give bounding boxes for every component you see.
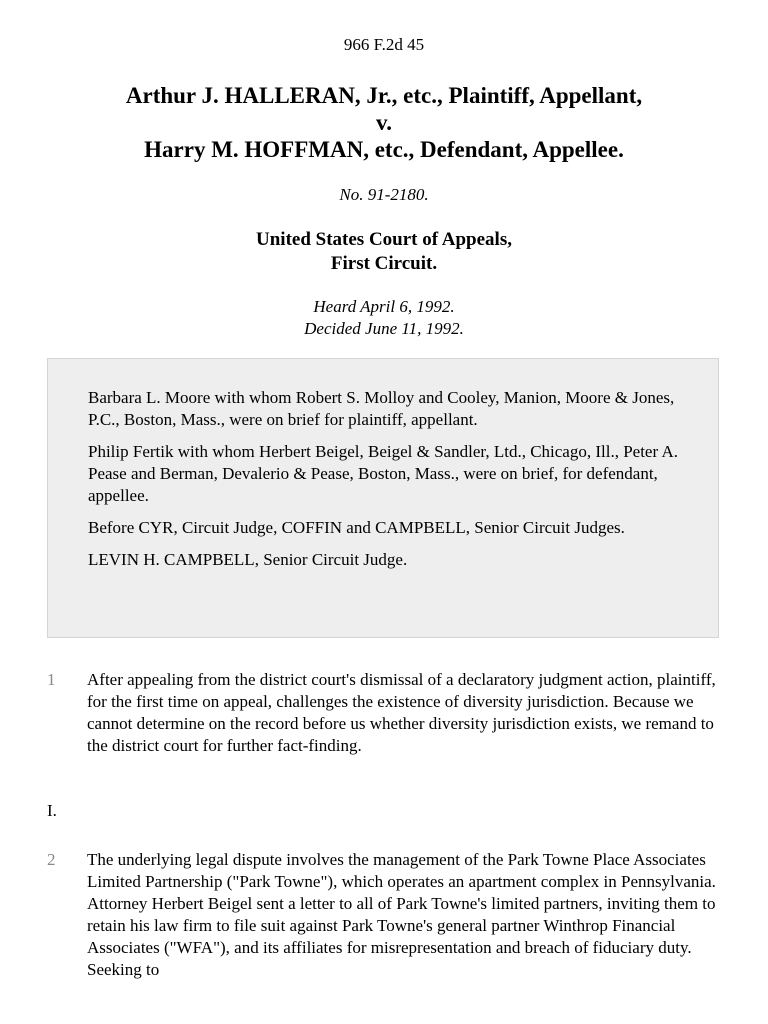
court-name-line1: United States Court of Appeals,: [256, 229, 512, 250]
counsel-box: [47, 358, 719, 638]
court-name: [0, 228, 768, 276]
panel-judges: Before CYR, Circuit Judge, COFFIN and CAMPBELL, Senior Circuit Judges.: [88, 518, 625, 537]
paragraph-number: 1: [47, 670, 56, 689]
citation: 966 F.2d 45: [343, 35, 425, 54]
case-title-defendant: Harry M. HOFFMAN, etc., Defendant, Appellee.: [144, 137, 624, 162]
case-title: [0, 82, 768, 163]
counsel-defendant: Philip Fertik with whom Herbert Beigel, Beigel & Sandler, Ltd., Chicago, Ill., Peter A. Pease and Berman, Devalerio & Pease, Boston, Mass., were on brief, for defendant, appellee.: [88, 442, 678, 505]
paragraph-text: The underlying legal dispute involves the management of the Park Towne Place Associates Limited Partnership ("Park Towne"), which operates an apartment complex in Pennsylvania. Attorney Herbert Beigel sent a letter to all of Park Towne's limited partners, inviting them to retain his law firm to file suit against Park Towne's general partner Winthrop Financial Associates ("WFA"), and its affiliates for misrepresentation and breach of fiduciary duty. Seeking to: [87, 850, 716, 979]
case-title-versus: v.: [376, 110, 392, 135]
court-name-line2: First Circuit.: [330, 253, 438, 274]
paragraph-text: After appealing from the district court's dismissal of a declaratory judgment action, plaintiff, for the first time on appeal, challenges the existence of diversity jurisdiction. Because we cannot determine on the record before us whether diversity jurisdiction exists, we remand to the district court for further fact-finding.: [87, 670, 716, 755]
paragraph-number: 2: [47, 850, 56, 869]
section-heading: I.: [47, 801, 57, 820]
case-title-plaintiff: Arthur J. HALLERAN, Jr., etc., Plaintiff, Appellant,: [125, 83, 643, 108]
case-dates: [0, 296, 768, 340]
heard-date: Heard April 6, 1992.: [313, 297, 455, 316]
decided-date: Decided June 11, 1992.: [304, 319, 464, 338]
opinion-author: LEVIN H. CAMPBELL, Senior Circuit Judge.: [88, 550, 408, 569]
counsel-plaintiff: Barbara L. Moore with whom Robert S. Molloy and Cooley, Manion, Moore & Jones, P.C., Boston, Mass., were on brief for plaintiff, appellant.: [88, 388, 675, 429]
docket-number: No. 91-2180.: [339, 185, 429, 204]
